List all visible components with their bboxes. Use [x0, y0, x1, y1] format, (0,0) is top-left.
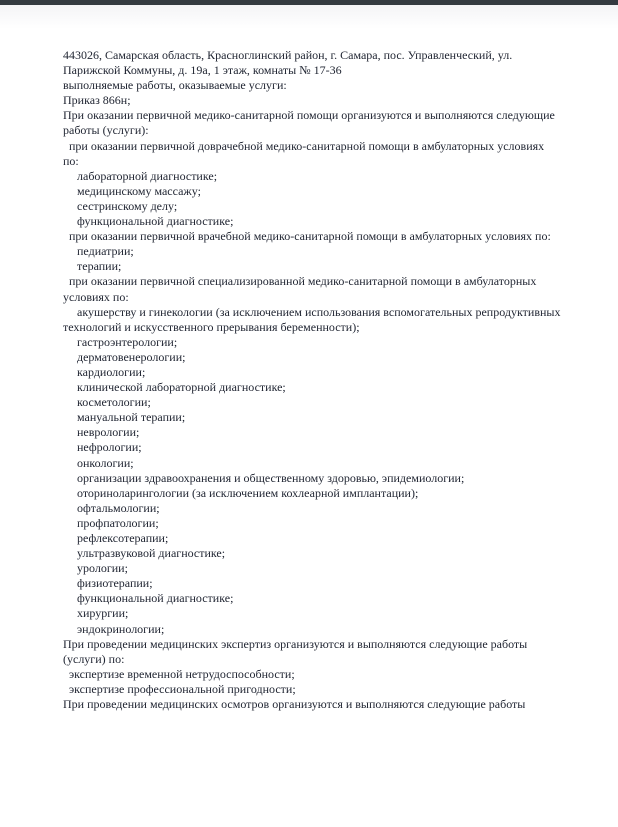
text-line: экспертизе временной нетрудоспособности; — [69, 666, 295, 681]
text-line: организации здравоохранения и общественному здоровью, эпидемиологии; — [77, 470, 465, 485]
text-line: кардиологии; — [77, 364, 146, 379]
text-line: При проведении медицинских осмотров организуются и выполняются следующие работы — [63, 697, 526, 712]
text-line: терапии; — [77, 259, 122, 274]
text-line: эндокринологии; — [77, 621, 165, 636]
text-line: профпатологии; — [77, 515, 159, 530]
text-line: гастроэнтерологии; — [77, 334, 178, 349]
text-line: косметологии; — [77, 395, 151, 410]
text-line: Приказ 866н; — [63, 93, 131, 108]
text-line: клинической лабораторной диагностике; — [77, 380, 286, 395]
text-line: 443026, Самарская область, Красноглинский район, г. Самара, пос. Управленческий, ул. — [63, 48, 513, 62]
text-line: неврологии; — [77, 425, 140, 440]
text-line: физиотерапии; — [77, 576, 153, 591]
text-line: экспертизе профессиональной пригодности; — [69, 681, 296, 696]
text-line: оториноларингологии (за исключением кохлеарной имплантации); — [77, 485, 419, 500]
text-line: по: — [63, 153, 79, 168]
text-line: офтальмологии; — [77, 500, 160, 515]
text-line: работы (услуги): — [63, 123, 149, 138]
text-line: урологии; — [77, 561, 128, 576]
document-lines — [63, 48, 608, 712]
text-line: педиатрии; — [77, 244, 134, 259]
text-line: хирургии; — [77, 606, 129, 621]
text-line: при оказании первичной доврачебной медико-санитарной помощи в амбулаторных условиях — [69, 138, 545, 153]
text-line: ультразвуковой диагностике; — [77, 546, 226, 561]
text-line: мануальной терапии; — [77, 410, 186, 425]
text-line: функциональной диагностике; — [77, 591, 234, 606]
text-line: медицинскому массажу; — [77, 183, 201, 198]
text-line: Парижской Коммуны, д. 19а, 1 этаж, комнаты № 17-36 — [63, 63, 342, 78]
text-line: выполняемые работы, оказываемые услуги: — [63, 78, 287, 93]
text-line: рефлексотерапии; — [77, 531, 169, 545]
text-line: функциональной диагностике; — [77, 214, 234, 229]
text-line: при оказании первичной специализированной медико-санитарной помощи в амбулаторных — [69, 274, 537, 289]
top-shadow — [0, 5, 618, 29]
text-line: дерматовенерологии; — [77, 349, 186, 364]
text-line: сестринскому делу; — [77, 198, 178, 213]
text-line: нефрологии; — [77, 440, 142, 455]
text-line: условиях по: — [63, 289, 129, 304]
text-line: онкологии; — [77, 455, 134, 470]
text-line: лабораторной диагностике; — [77, 168, 218, 183]
text-line: акушерству и гинекологии (за исключением использования вспомогательных репродуктивных — [77, 304, 561, 319]
text-line: при оказании первичной врачебной медико-санитарной помощи в амбулаторных условиях по: — [69, 229, 551, 244]
text-line: (услуги) по: — [63, 651, 125, 666]
text-line: При проведении медицинских экспертиз организуются и выполняются следующие работы — [63, 636, 528, 651]
text-line: технологий и искусственного прерывания беременности); — [63, 319, 360, 334]
text-line: При оказании первичной медико-санитарной помощи организуются и выполняются следующие — [63, 108, 555, 123]
